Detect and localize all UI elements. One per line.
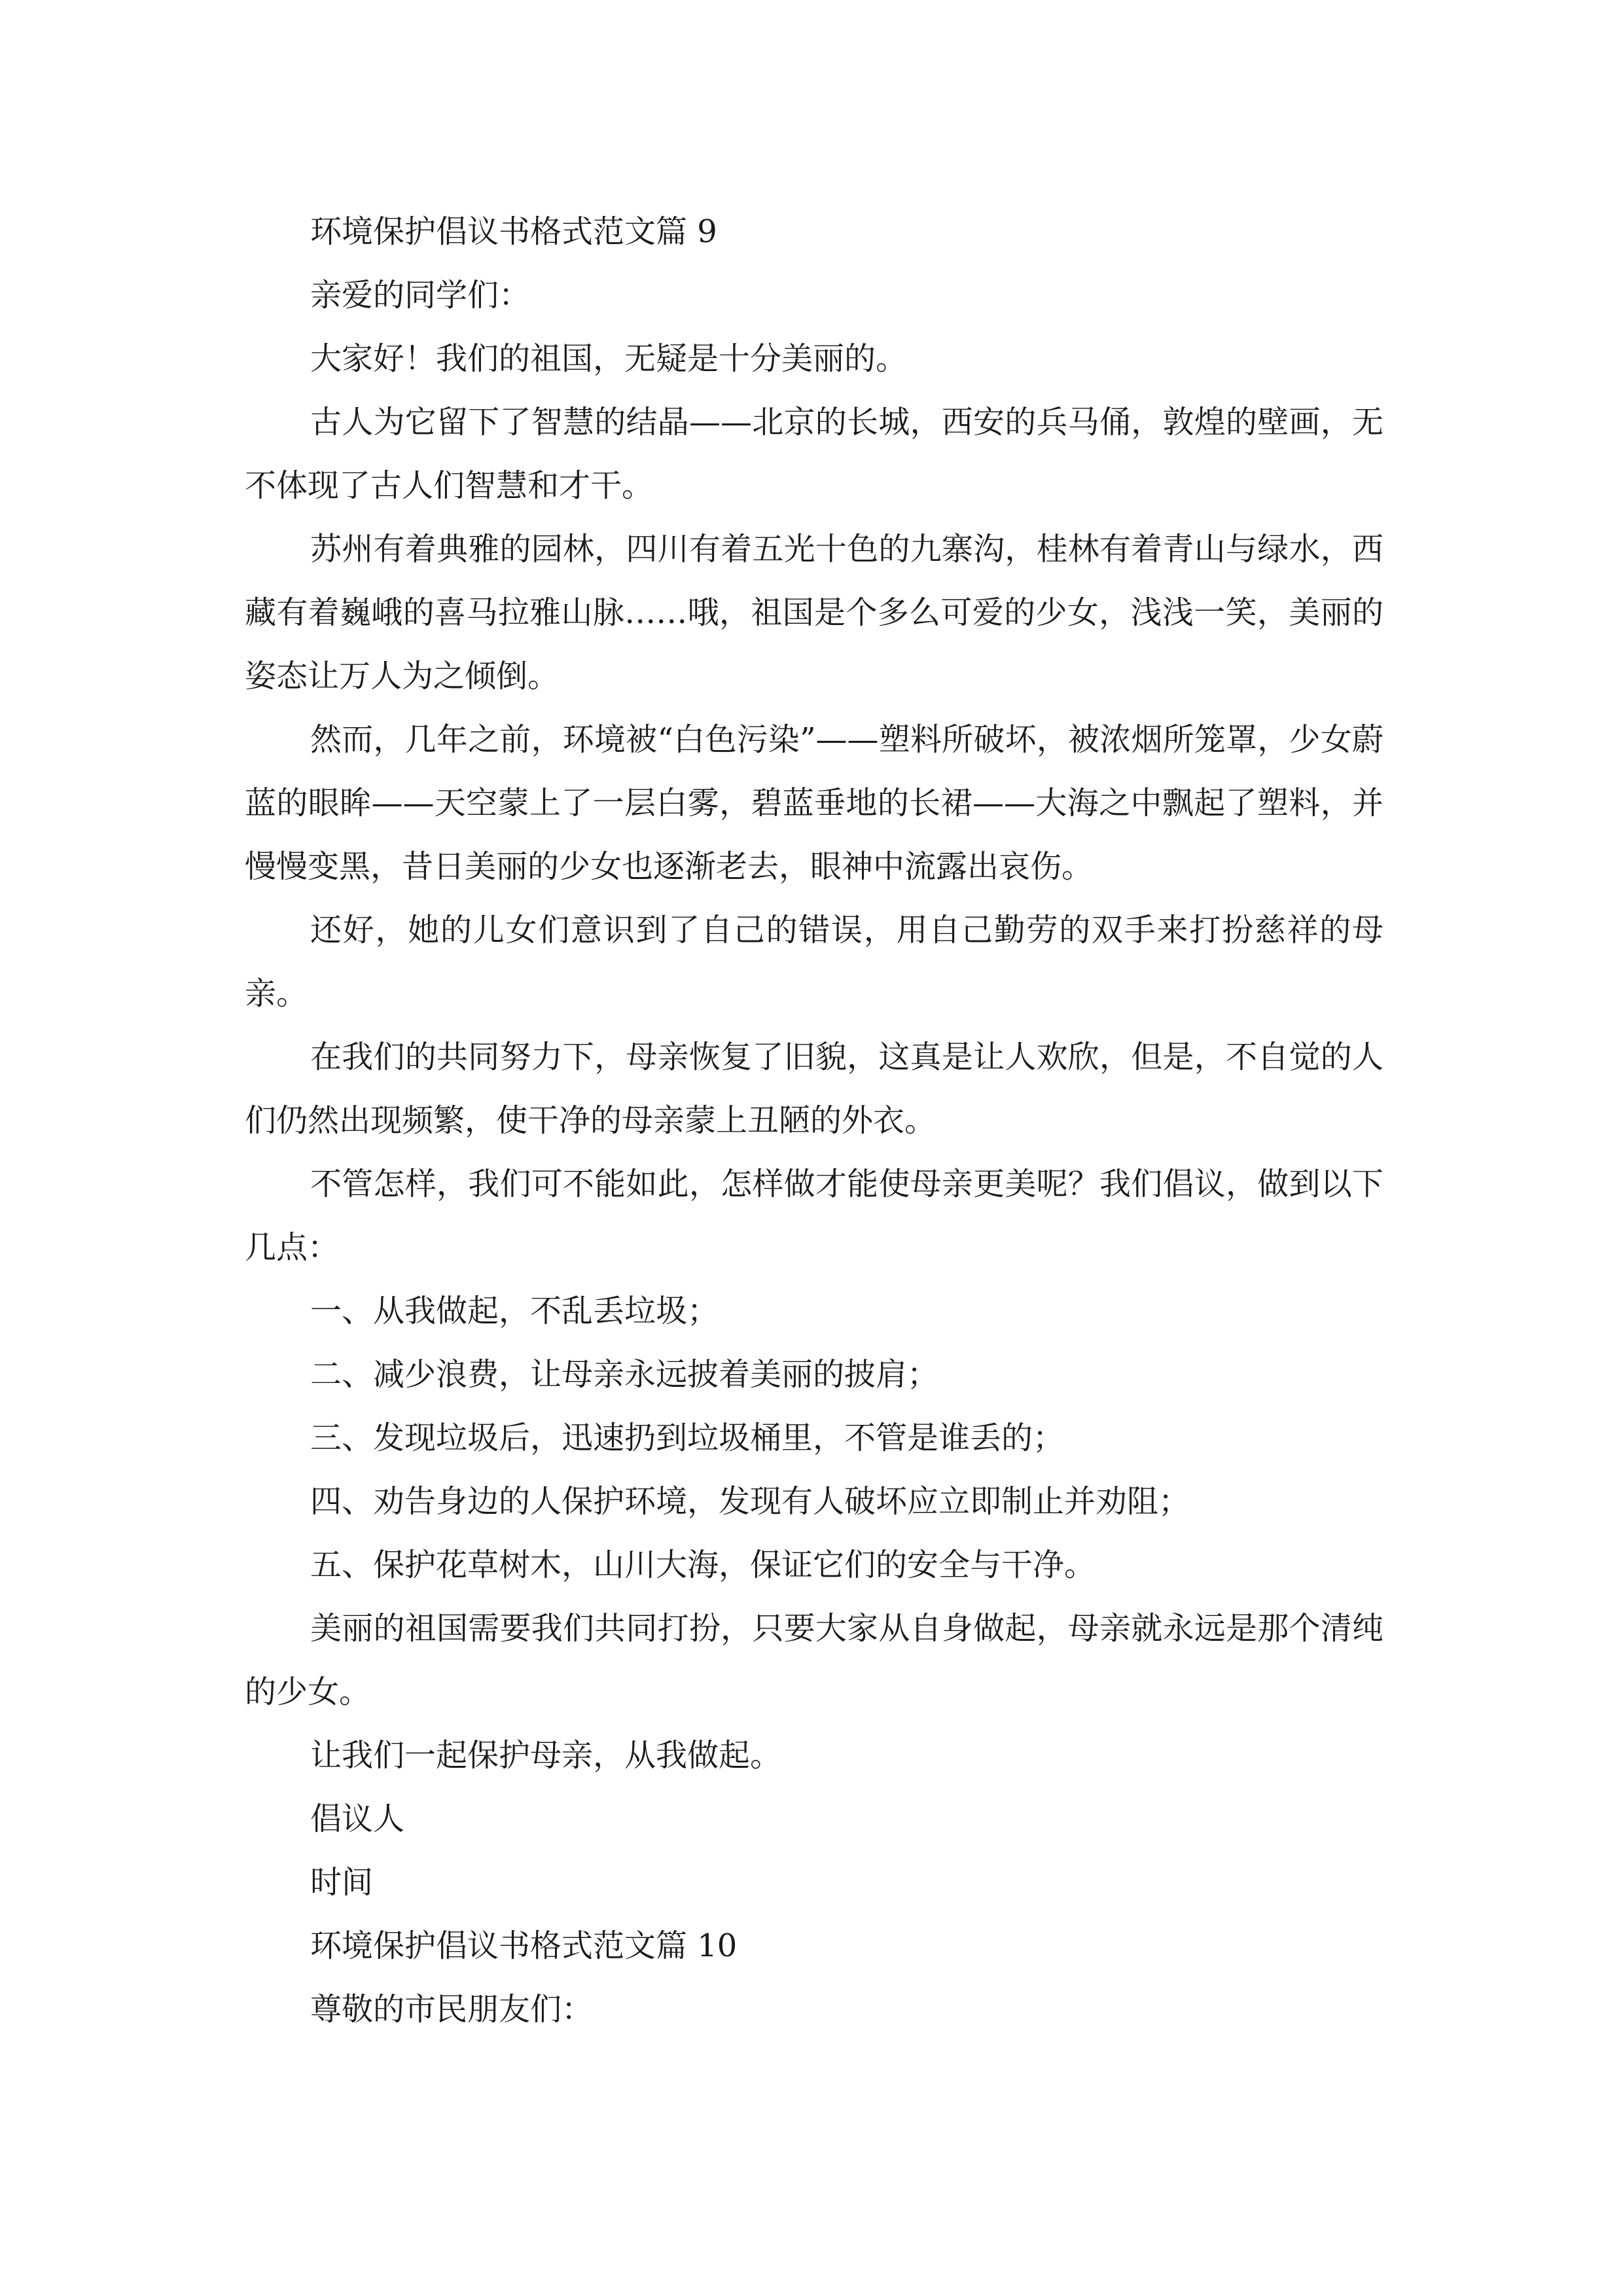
section-title-9: 环境保护倡议书格式范文篇 9 — [310, 213, 717, 250]
salutation: 亲爱的同学们： — [310, 277, 531, 314]
list-item: 四、劝告身边的人保护环境，发现有人破坏应立即制止并劝阻； — [310, 1483, 1190, 1520]
paragraph: 在我们的共同努力下，母亲恢复了旧貌，这真是让人欢欣，但是，不自觉的人们仍然出现频繁，使干净的母亲蒙上丑陋的外衣。 — [245, 1039, 1383, 1139]
paragraph: 苏州有着典雅的园林，四川有着五光十色的九寨沟，桂林有着青山与绿水，西藏有着巍峨的喜马拉雅山脉……哦，祖国是个多么可爱的少女，浅浅一笑，美丽的姿态让万人为之倾倒。 — [245, 531, 1383, 694]
signature-label: 倡议人 — [310, 1801, 405, 1837]
section-title-10: 环境保护倡议书格式范文篇 10 — [310, 1928, 738, 1964]
paragraph: 古人为它留下了智慧的结晶——北京的长城，西安的兵马俑，敦煌的壁画，无不体现了古人们智慧和才干。 — [245, 404, 1383, 504]
paragraph: 不管怎样，我们可不能如此，怎样做才能使母亲更美呢？我们倡议，做到以下几点： — [245, 1166, 1383, 1266]
list-item: 一、从我做起，不乱丢垃圾； — [310, 1293, 719, 1329]
salutation: 尊敬的市民朋友们： — [310, 1991, 594, 2028]
list-item: 三、发现垃圾后，迅速扔到垃圾桶里，不管是谁丢的； — [310, 1420, 1065, 1456]
date-label: 时间 — [310, 1864, 374, 1901]
list-item: 二、减少浪费，让母亲永远披着美丽的披肩； — [310, 1356, 939, 1393]
paragraph: 大家好！我们的祖国，无疑是十分美丽的。 — [310, 340, 908, 377]
paragraph: 美丽的祖国需要我们共同打扮，只要大家从自身做起，母亲就永远是那个清纯的少女。 — [245, 1610, 1383, 1710]
paragraph: 让我们一起保护母亲，从我做起。 — [310, 1737, 782, 1774]
paragraph: 还好，她的儿女们意识到了自己的错误，用自己勤劳的双手来打扮慈祥的母亲。 — [245, 912, 1383, 1012]
paragraph: 然而，几年之前，环境被“白色污染”——塑料所破坏，被浓烟所笼罩，少女蔚蓝的眼眸——天空蒙上了一层白雾，碧蓝垂地的长裙——大海之中飘起了塑料，并慢慢变黑，昔日美丽的少女也逐渐老去，眼神中流露出哀伤。 — [245, 721, 1383, 885]
list-item: 五、保护花草树木，山川大海，保证它们的安全与干净。 — [310, 1547, 1096, 1583]
document-body — [245, 200, 1383, 2041]
